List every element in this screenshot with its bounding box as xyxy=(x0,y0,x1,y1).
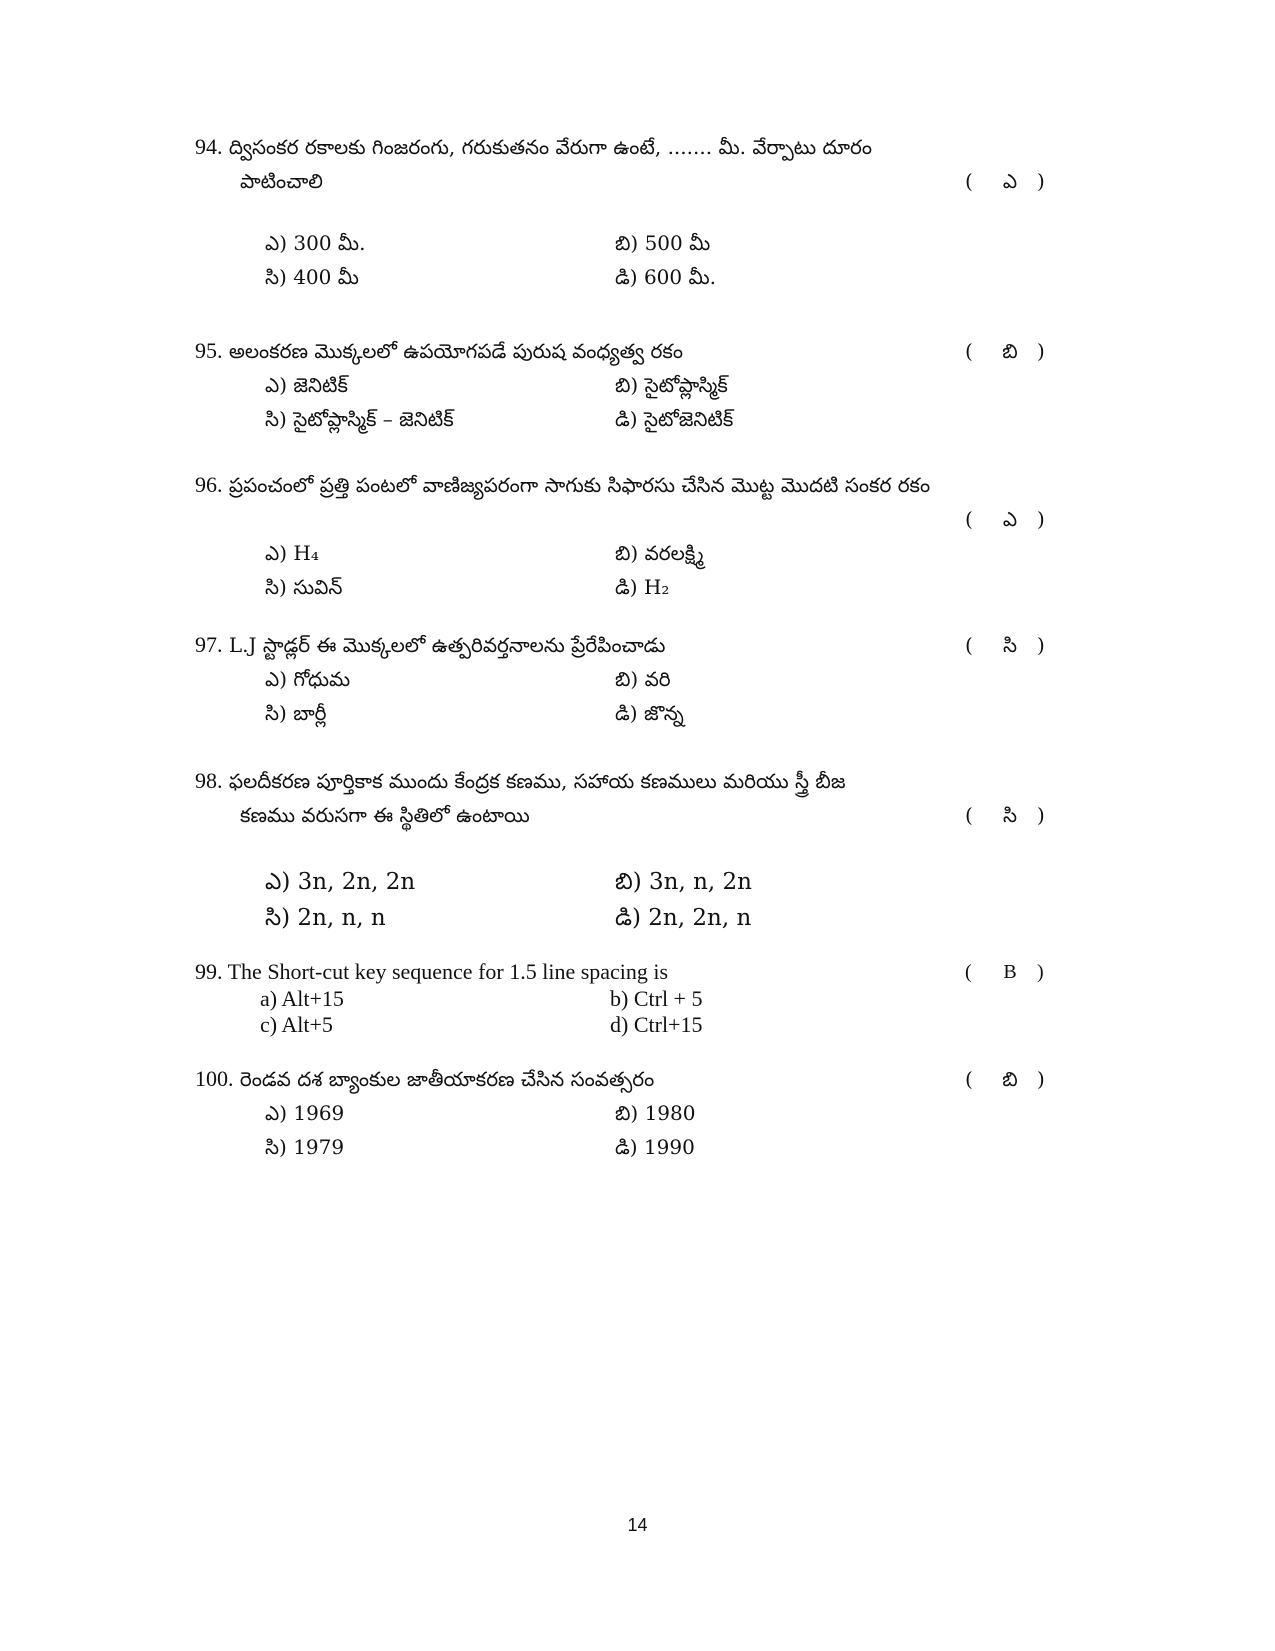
question-95: 95. అలంకరణ మొక్కలలో ఉపయోగపడే పురుష వంధ్యత్వ రకం ( బి ) ఎ) జెనిటిక్ బి) సైటోప్లాస్మిక్ సి) సైటోప్లాస్మిక్ – జెనిటిక్ డి) సైటోజెనిటిక్ xyxy=(195,334,1075,436)
option-d: డి) సైటోజెనిటిక్ xyxy=(615,407,734,431)
question-text: ఫలదీకరణ పూర్తికాక ముందు కేంద్రక కణము, సహాయ కణములు మరియు స్త్రీ బీజ xyxy=(228,769,846,793)
question-100: 100. రెండవ దశ బ్యాంకుల జాతీయాకరణ చేసిన సంవత్సరం ( బి ) ఎ) 1969 బి) 1980 సి) 1979 డి) 1990 xyxy=(195,1062,1075,1164)
options xyxy=(265,226,1075,294)
option-c: c) Alt+5 xyxy=(260,1012,333,1037)
question-number: 98. xyxy=(195,768,223,793)
options xyxy=(265,368,1075,436)
option-b: బి) వరలక్ష్మి xyxy=(615,541,704,565)
question-text: ప్రపంచంలో ప్రత్తి పంటలో వాణిజ్యపరంగా సాగుకు సిఫారసు చేసిన మొట్ట మొదటి సంకర రకం xyxy=(228,473,931,497)
options xyxy=(265,662,1075,730)
question-96: 96. ప్రపంచంలో ప్రత్తి పంటలో వాణిజ్యపరంగా సాగుకు సిఫారసు చేసిన మొట్ట మొదటి సంకర రకం ( ఎ ) ఎ) H₄ బి) వరలక్ష్మి సి) సువిన్ డి) H₂ xyxy=(195,468,1075,604)
question-number: 99. xyxy=(195,959,223,984)
answer-value: ఎ xyxy=(1002,507,1018,531)
question-94: 94. ద్విసంకర రకాలకు గింజరంగు, గరుకుతనం వేరుగా ఉంటే, ....... మీ. వేర్పాటు దూరం పాటించాలి ( ఎ ) ఎ) 300 మీ. బి) 500 మీ సి) 400 మీ డి) 600 మీ. xyxy=(195,130,1075,294)
answer-value: బి xyxy=(1002,1067,1018,1091)
option-c: సి) సైటోప్లాస్మిక్ – జెనిటిక్ xyxy=(265,407,454,431)
option-b: b) Ctrl + 5 xyxy=(610,986,703,1011)
answer-value: ఎ xyxy=(1002,169,1018,193)
question-text: ద్విసంకర రకాలకు గింజరంగు, గరుకుతనం వేరుగా ఉంటే, ....... మీ. వేర్పాటు దూరం xyxy=(228,135,872,159)
answer-value: సి xyxy=(1002,803,1018,827)
question-number: 95. xyxy=(195,338,223,363)
option-b: బి) సైటోప్లాస్మిక్ xyxy=(615,373,728,397)
question-number: 96. xyxy=(195,472,223,497)
option-c: సి) 400 మీ xyxy=(265,265,359,289)
options xyxy=(260,986,1075,1038)
question-text: అలంకరణ మొక్కలలో ఉపయోగపడే పురుష వంధ్యత్వ రకం xyxy=(228,339,683,363)
question-99: 99. The Short-cut key sequence for 1.5 line spacing is ( B ) a) Alt+15 b) Ctrl + 5 c) Alt+5 d) Ctrl+15 xyxy=(195,958,1075,1038)
options xyxy=(265,536,1075,604)
option-a: ఎ) గోధుమ xyxy=(265,667,351,691)
page-number: 14 xyxy=(627,1515,648,1535)
question-98: 98. ఫలదీకరణ పూర్తికాక ముందు కేంద్రక కణము, సహాయ కణములు మరియు స్త్రీ బీజ కణము వరుసగా ఈ స్థితిలో ఉంటాయి ( సి ) ఎ) 3n, 2n, 2n బి) 3n, n, 2n సి) 2n, n, n డి) 2n, 2n, n xyxy=(195,764,1075,936)
option-c: సి) బార్లీ xyxy=(265,701,327,725)
option-d: డి) H₂ xyxy=(615,575,670,599)
question-text: L.J స్టాడ్లర్ ఈ మొక్కలలో ఉత్పరివర్తనాలను ప్రేరేపించాడు xyxy=(228,633,666,657)
options xyxy=(265,864,1075,936)
question-number: 97. xyxy=(195,632,223,657)
answer-value: బి xyxy=(1002,339,1018,363)
option-a: ఎ) 300 మీ. xyxy=(265,231,366,255)
option-d: డి) 600 మీ. xyxy=(615,265,717,289)
question-text: The Short-cut key sequence for 1.5 line spacing is xyxy=(227,959,669,984)
answer-value: B xyxy=(1003,961,1017,983)
option-c: సి) 2n, n, n xyxy=(265,905,386,931)
option-d: డి) 2n, 2n, n xyxy=(615,905,752,931)
question-number: 100. xyxy=(195,1066,234,1091)
options xyxy=(265,1096,1075,1164)
question-text-continued: కణము వరుసగా ఈ స్థితిలో ఉంటాయి xyxy=(240,803,530,827)
option-c: సి) సువిన్ xyxy=(265,575,343,599)
option-b: బి) 500 మీ xyxy=(615,231,711,255)
question-text-continued: పాటించాలి xyxy=(240,169,323,193)
answer-value: సి xyxy=(1002,633,1018,657)
option-a: ఎ) 1969 xyxy=(265,1101,345,1125)
option-a: ఎ) H₄ xyxy=(265,541,319,565)
option-d: డి) 1990 xyxy=(615,1135,695,1159)
option-b: బి) 1980 xyxy=(615,1101,696,1125)
question-97: 97. L.J స్టాడ్లర్ ఈ మొక్కలలో ఉత్పరివర్తనాలను ప్రేరేపించాడు ( సి ) ఎ) గోధుమ బి) వరి సి) బార్లీ డి) జొన్న xyxy=(195,628,1075,730)
option-b: బి) వరి xyxy=(615,667,671,691)
option-a: ఎ) 3n, 2n, 2n xyxy=(265,869,416,895)
option-d: d) Ctrl+15 xyxy=(610,1012,703,1037)
option-a: a) Alt+15 xyxy=(260,986,344,1011)
option-b: బి) 3n, n, 2n xyxy=(615,869,752,895)
option-c: సి) 1979 xyxy=(265,1135,345,1159)
option-d: డి) జొన్న xyxy=(615,701,684,725)
question-text: రెండవ దశ బ్యాంకుల జాతీయాకరణ చేసిన సంవత్సరం xyxy=(239,1067,655,1091)
question-number: 94. xyxy=(195,134,223,159)
option-a: ఎ) జెనిటిక్ xyxy=(265,373,348,397)
